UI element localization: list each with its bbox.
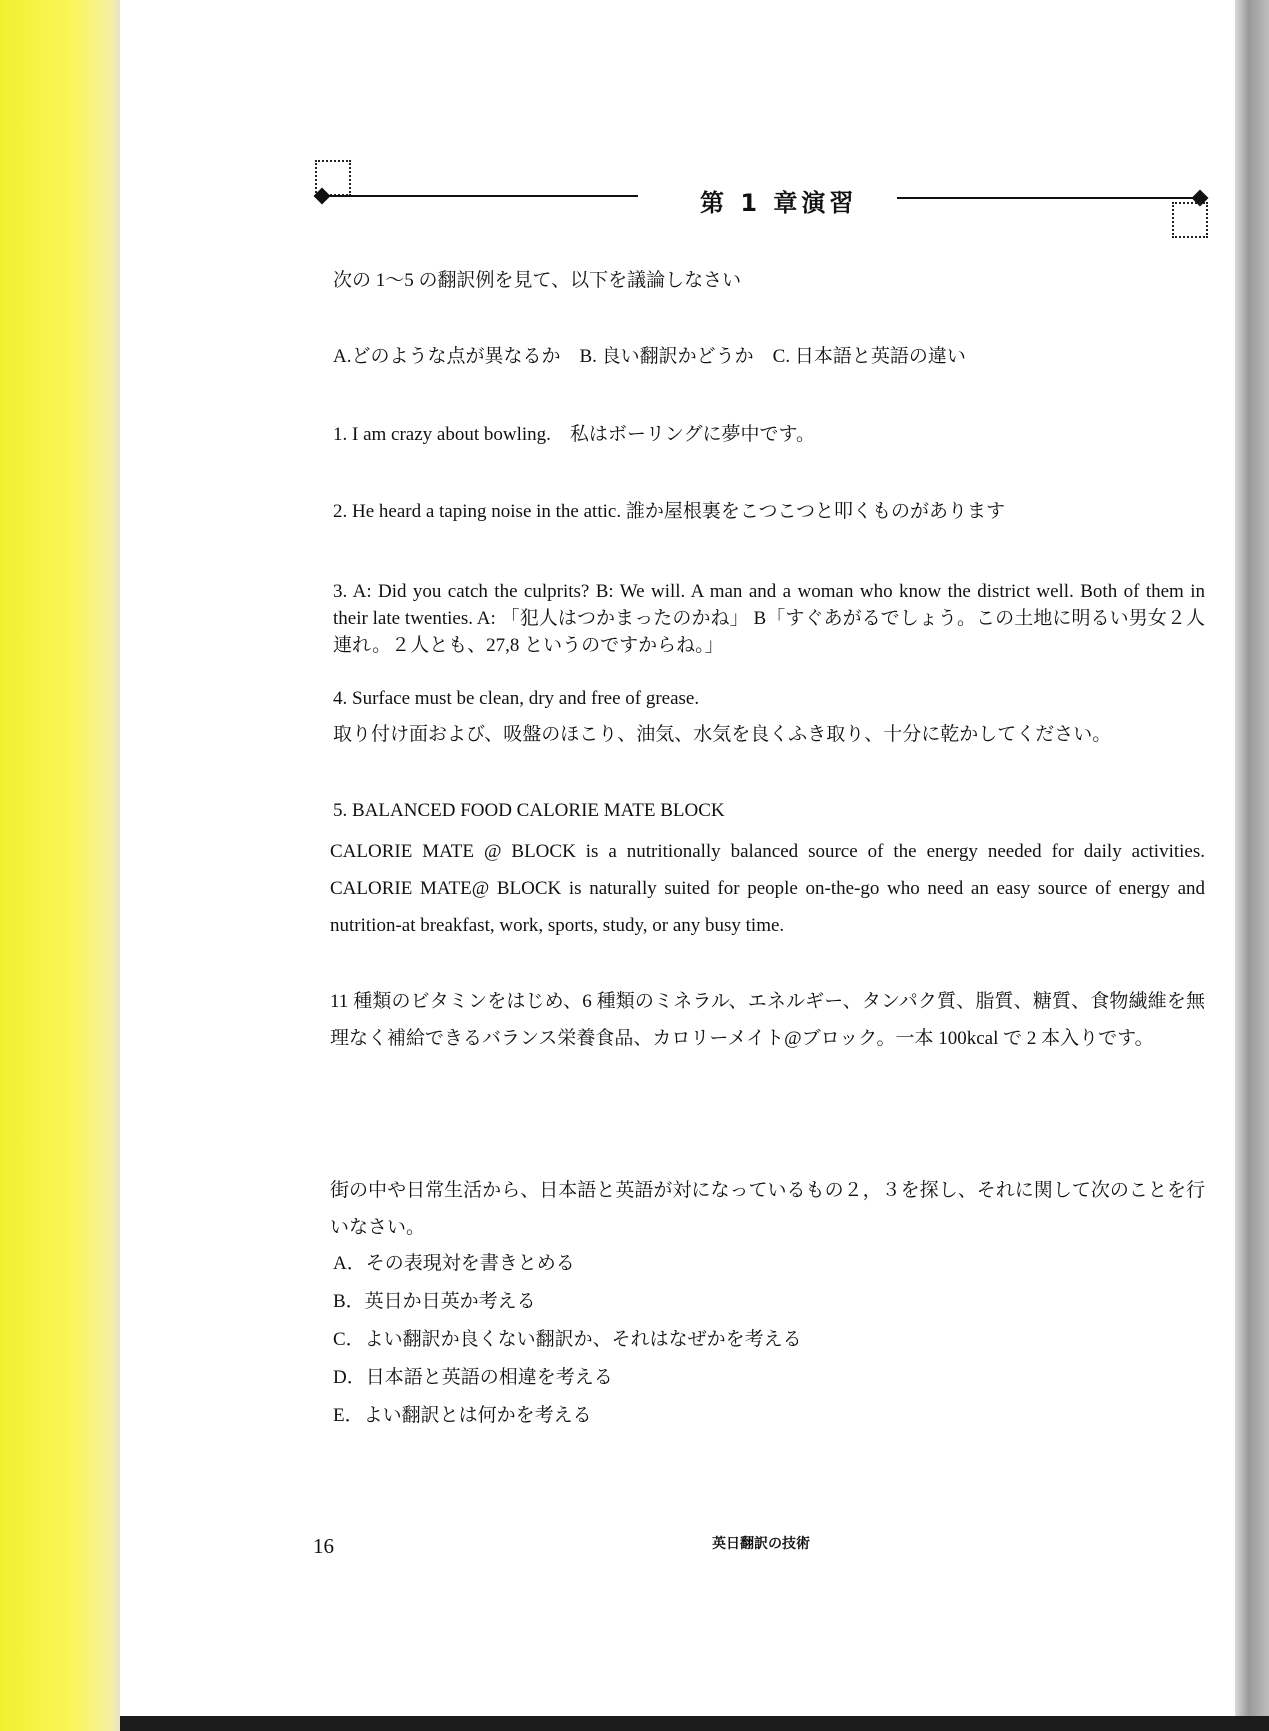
header-rule-right <box>897 197 1197 199</box>
example-5-english: CALORIE MATE @ BLOCK is a nutritionally balanced source of the energy needed for daily activities. CALORIE MATE@ BLOCK is naturally suited for people on-the-go who need an easy source of energy and nutrition-at breakfast, work, sports, study, or any busy time. <box>330 841 1205 936</box>
header-rule-left <box>326 195 638 197</box>
task-item-a: A．その表現対を書きとめる <box>333 1253 575 1274</box>
chapter-title: 第 1 章演習 <box>700 189 858 217</box>
example-5-japanese: 11 種類のビタミンをはじめ、6 種類のミネラル、エネルギー、タンパク質、脂質、糖質、食物繊維を無理なく補給できるバランス栄養食品、カロリーメイト@ブロック。一本 100kcal で 2 本入りです。 <box>330 991 1205 1049</box>
intro-text: 次の 1〜5 の翻訳例を見て、以下を議論しなさい <box>333 270 742 291</box>
dotted-box-right-icon <box>1172 202 1208 238</box>
task-item-b: B．英日か日英か考える <box>333 1291 536 1312</box>
yellow-paper-strip <box>0 0 120 1731</box>
example-5-title: 5. BALANCED FOOD CALORIE MATE BLOCK <box>333 800 725 821</box>
example-4-english: 4. Surface must be clean, dry and free of grease. <box>333 688 700 709</box>
task-instruction: 街の中や日常生活から、日本語と英語が対になっているもの２，３を探し、それに関して次のことを行いなさい。 <box>330 1180 1205 1238</box>
discussion-points: A.どのような点が異なるか B. 良い翻訳かどうか C. 日本語と英語の違い <box>333 346 966 367</box>
task-item-d: D．日本語と英語の相違を考える <box>333 1367 613 1388</box>
running-footer-title: 英日翻訳の技術 <box>712 1536 810 1552</box>
example-2: 2. He heard a taping noise in the attic. 誰か屋根裏をこつこつと叩くものがあります <box>333 501 1006 522</box>
task-item-c: C．よい翻訳か良くない翻訳か、それはなぜかを考える <box>333 1329 802 1350</box>
example-4-japanese: 取り付け面および、吸盤のほこり、油気、水気を良くふき取り、十分に乾かしてください。 <box>333 724 1112 745</box>
page-edge-shadow <box>1235 0 1269 1731</box>
scan-bottom-border <box>120 1716 1269 1731</box>
example-3: 3. A: Did you catch the culprits? B: We will. A man and a woman who know the district well. Both of them in their late twenties. A: 「犯人はつかまったのかね」 B「すぐあがるでしょう。この土地に明るい男女２人連れ。２人とも、27,8 というのですからね。」 <box>333 581 1205 656</box>
example-1: 1. I am crazy about bowling. 私はボーリングに夢中です。 <box>333 424 816 445</box>
page-number: 16 <box>313 1534 334 1558</box>
task-item-e: E．よい翻訳とは何かを考える <box>333 1405 592 1426</box>
